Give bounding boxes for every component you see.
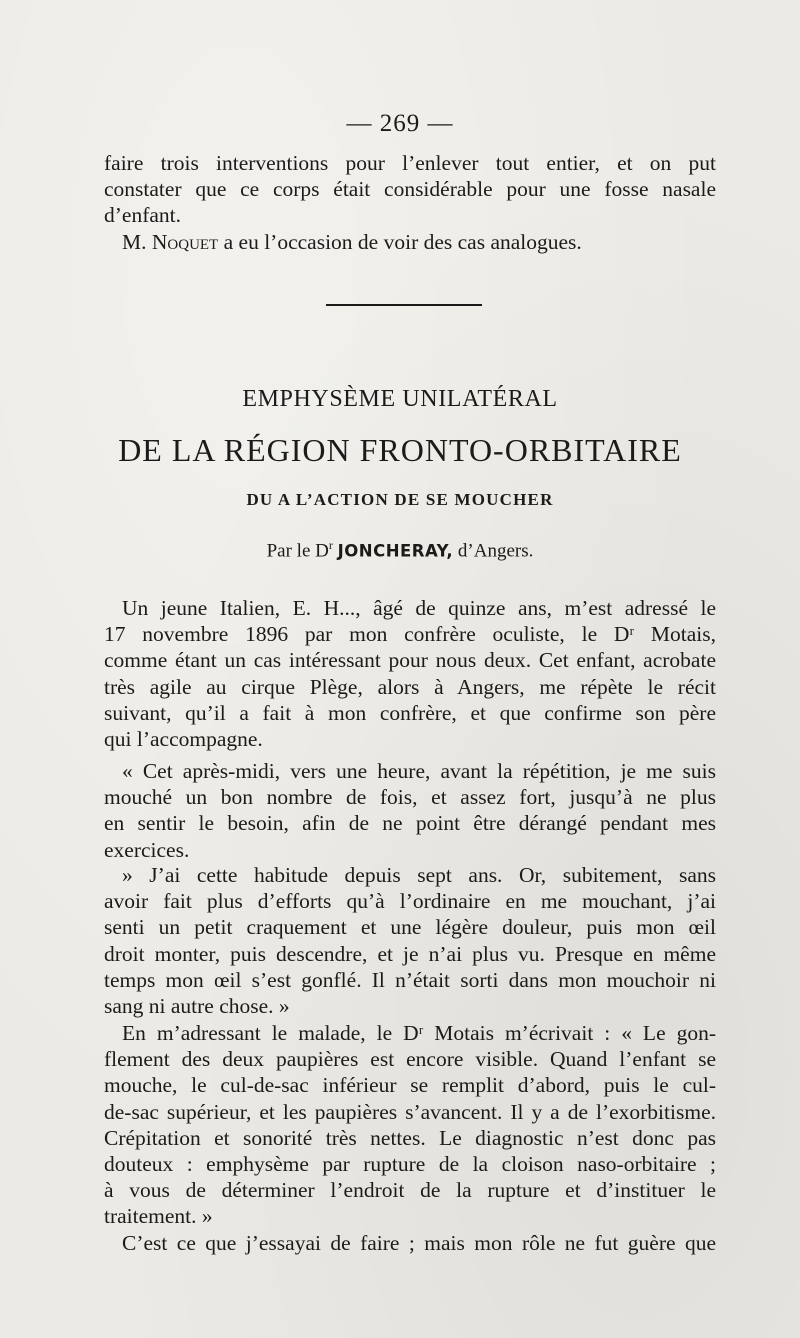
text-line: « Cet après-midi, vers une heure, avant la répétition, je me suis [122, 759, 716, 783]
paragraph-1 [104, 595, 716, 752]
text-line: de-sac supérieur, et les paupières s’avancent. Il y a de l’exorbitisme. [104, 1099, 716, 1124]
text-line: senti un petit craquement et une légère douleur, puis mon œil [104, 915, 716, 940]
article-title-line1: EMPHYSÈME UNILATÉRAL [242, 386, 558, 412]
text-line: avoir fait plus d’efforts qu’à l’ordinaire en me mouchant, j’ai [104, 889, 716, 914]
byline-suffix: d’Angers. [453, 540, 534, 562]
byline-prefix: Par le D [266, 540, 329, 562]
byline [0, 538, 800, 562]
text-line: droit monter, puis descendre, et je n’ai plus vu. Presque en même [104, 941, 716, 966]
noquet-line [104, 229, 716, 255]
text-line: C’est ce que j’essayai de faire ; mais mon rôle ne fut guère que [122, 1231, 716, 1255]
top-paragraph [104, 150, 716, 255]
text-line: d’enfant. [104, 203, 182, 228]
text-line: Un jeune Italien, E. H..., âgé de quinze ans, m’est adressé le [122, 596, 716, 620]
text-line: comme étant un cas intéressant pour nous deux. Cet enfant, acrobate [104, 648, 716, 673]
article-title-line3: DU A L’ACTION DE SE MOUCHER [246, 490, 554, 509]
text-line: exercices. [104, 837, 190, 862]
text-line: mouché un bon nombre de fois, et assez fort, jusqu’à ne plus [104, 785, 716, 810]
article-title-line2: DE LA RÉGION FRONTO-ORBITAIRE [118, 432, 682, 468]
noquet-name: Noquet [151, 229, 219, 254]
text-line: à vous de déterminer l’endroit de la rupture et d’instituer le [104, 1178, 716, 1203]
paragraph-2 [104, 758, 716, 863]
text-line: temps mon œil s’est gonflé. Il n’était sorti dans mon mouchoir ni [104, 967, 716, 992]
text-line: traitement. » [104, 1204, 213, 1229]
noquet-rest: a eu l’occasion de voir des cas analogues. [218, 229, 582, 254]
paragraph-3 [104, 862, 716, 1019]
text-line: sang ni autre chose. » [104, 994, 290, 1019]
byline-author: JONCHERAY, [337, 541, 454, 561]
text-line: faire trois interventions pour l’enlever tout entier, et on put [104, 151, 716, 175]
paragraph-4 [104, 1020, 716, 1230]
paragraph-5 [104, 1230, 716, 1256]
text-line: constater que ce corps était considérable pour une fosse nasale [104, 177, 716, 202]
byline-sup: r [328, 538, 333, 552]
text-line: En m’adressant le malade, le Dʳ Motais m’écrivait : « Le gon- [122, 1021, 716, 1045]
text-line: suivant, qu’il a fait à mon confrère, et que confirme son père [104, 700, 716, 725]
text-line: Crépitation et sonorité très nettes. Le diagnostic n’est donc pas [104, 1125, 716, 1150]
page-number: — 269 — [346, 110, 454, 137]
text-line: 17 novembre 1896 par mon confrère oculiste, le Dʳ Motais, [104, 622, 716, 647]
section-divider [326, 304, 482, 306]
text-line: très agile au cirque Plège, alors à Angers, me répète le récit [104, 674, 716, 699]
text-line: douteux : emphysème par rupture de la cloison naso-orbitaire ; [104, 1152, 716, 1177]
text-line: flement des deux paupières est encore visible. Quand l’enfant se [104, 1047, 716, 1072]
text-line: » J’ai cette habitude depuis sept ans. Or, subitement, sans [122, 863, 716, 887]
text-line: qui l’accompagne. [104, 727, 263, 752]
text-line: en sentir le besoin, afin de ne point être dérangé pendant mes [104, 811, 716, 836]
text-line: mouche, le cul-de-sac inférieur se remplit d’abord, puis le cul- [104, 1073, 716, 1098]
noquet-prefix: M. [122, 229, 152, 254]
